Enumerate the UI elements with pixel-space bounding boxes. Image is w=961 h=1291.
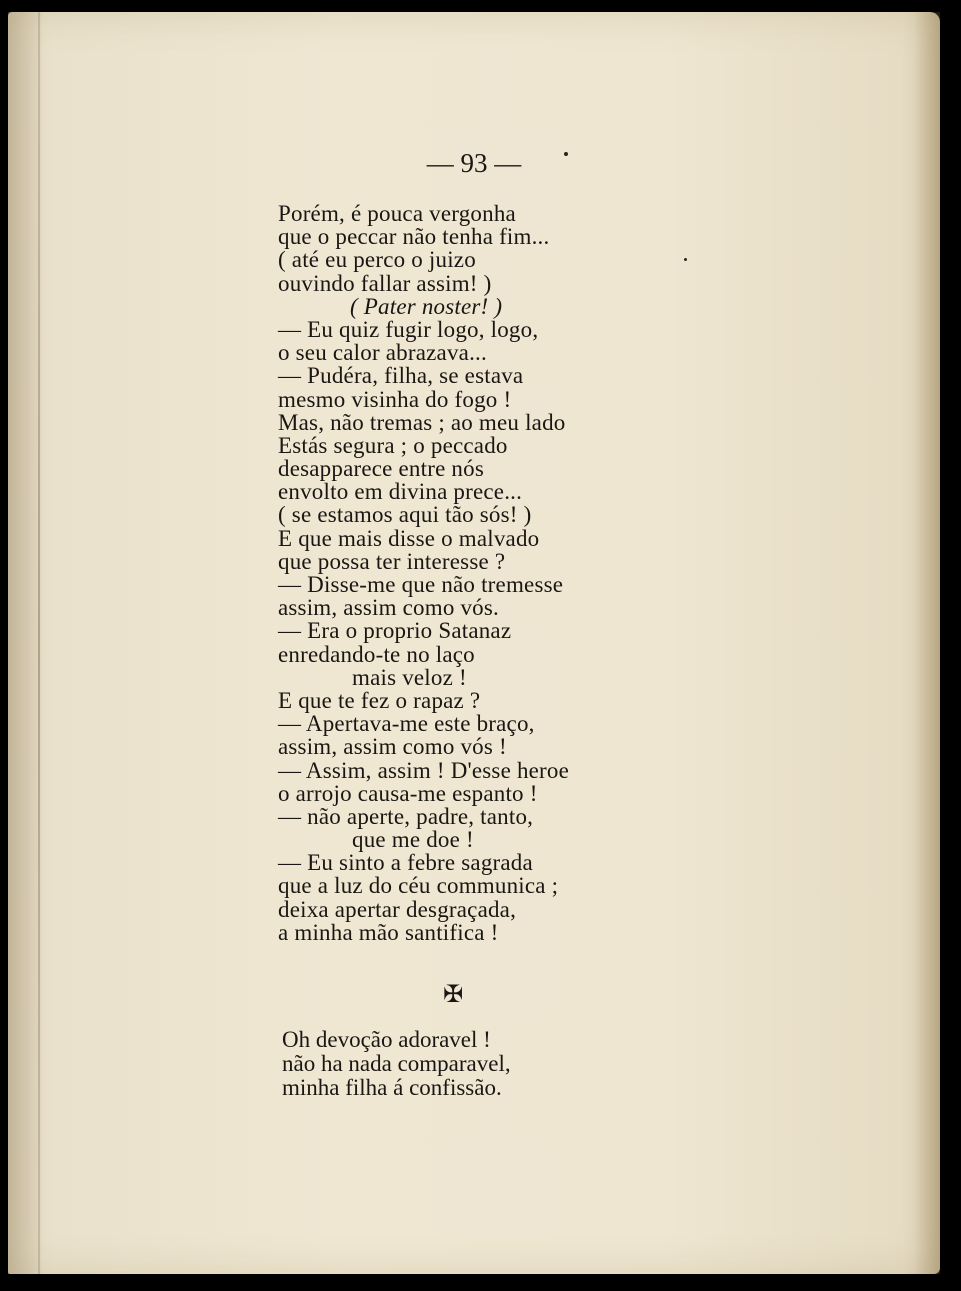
book-page: [8, 12, 940, 1274]
verse-line: deixa apertar desgraçada,: [278, 896, 517, 922]
verse-line: que me doe !: [352, 827, 474, 853]
verse-line: assim, assim como vós.: [278, 595, 499, 621]
verse-line: que o peccar não tenha fim...: [278, 224, 550, 250]
verse-line: o seu calor abrazava...: [278, 340, 487, 366]
verse-line: E que te fez o rapaz ?: [278, 687, 481, 713]
verse-line: envolto em divina prece...: [278, 479, 523, 505]
verse-line: Estás segura ; o peccado: [278, 432, 508, 458]
verse-line: mais veloz !: [352, 664, 467, 690]
verse-line: — Eu sinto a febre sagrada: [278, 850, 533, 876]
verse-line: — Apertava-me este braço,: [278, 711, 535, 737]
verse-line: Mas, não tremas ; ao meu lado: [278, 409, 566, 435]
cross-ornament-icon: ✠: [443, 980, 464, 1008]
verse-line: E que mais disse o malvado: [278, 525, 540, 551]
verse-line: Oh devoção adoravel !: [282, 1027, 491, 1052]
verse-line: ( até eu perco o juizo: [278, 247, 476, 273]
verse-line: ( se estamos aqui tão sós! ): [278, 502, 532, 528]
poem-stanza-main: [278, 202, 569, 944]
verse-line: que a luz do céu communica ;: [278, 873, 559, 899]
verse-line: o arrojo causa-me espanto !: [278, 780, 538, 806]
verse-line: — Eu quiz fugir logo, logo,: [278, 316, 539, 342]
verse-line: — Disse-me que não tremesse: [278, 572, 564, 597]
verse-line: a minha mão santifica !: [278, 919, 499, 945]
ink-speck: [564, 152, 568, 156]
verse-line: mesmo visinha do fogo !: [278, 386, 512, 412]
verse-line: que possa ter interesse ?: [278, 548, 506, 574]
verse-line: não ha nada comparavel,: [282, 1051, 511, 1076]
page-number: — 93 —: [426, 148, 522, 178]
verse-line: ouvindo fallar assim! ): [278, 270, 492, 296]
poem-stanza-closing: [282, 1028, 511, 1100]
verse-line: assim, assim como vós !: [278, 734, 507, 760]
page-edge-shadow: [914, 12, 940, 1274]
gutter-shadow: [8, 12, 42, 1274]
ink-speck: [684, 258, 687, 261]
verse-line: desapparece entre nós: [278, 456, 484, 482]
verse-line: ( Pater noster! ): [350, 293, 503, 319]
gutter-fold-line: [38, 12, 40, 1274]
verse-line: — Era o proprio Satanaz: [278, 618, 512, 644]
verse-line: — Assim, assim ! D'esse heroe: [278, 757, 570, 783]
verse-line: Porém, é pouca vergonha: [278, 201, 516, 226]
verse-line: — Pudéra, filha, se estava: [278, 363, 524, 389]
verse-line: — não aperte, padre, tanto,: [278, 803, 534, 829]
verse-line: minha filha á confissão.: [282, 1075, 502, 1100]
verse-line: enredando-te no laço: [278, 641, 475, 667]
